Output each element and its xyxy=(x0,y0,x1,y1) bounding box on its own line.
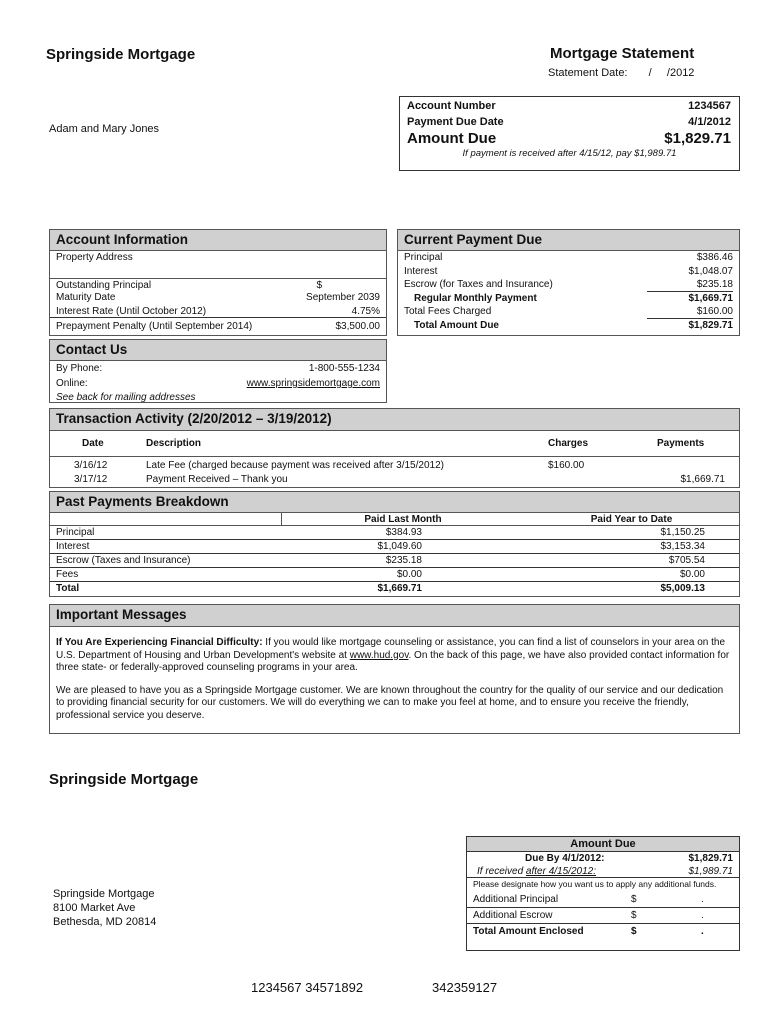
outstanding-principal-row xyxy=(50,278,386,292)
pp-last: $235.18 xyxy=(385,555,422,566)
col-ytd: Paid Year to Date xyxy=(590,514,673,525)
cd-fees-row xyxy=(398,305,739,319)
cd-total-label: Total Amount Due xyxy=(414,319,499,331)
statement-date-value: / /2012 xyxy=(648,67,695,79)
pp-label: Interest xyxy=(56,541,90,552)
coupon-due-label: Due By 4/1/2012: xyxy=(525,853,605,864)
phone-value: 1-800-555-1234 xyxy=(308,363,380,374)
penalty-row xyxy=(50,320,386,334)
add-escrow-input[interactable]: . xyxy=(701,909,704,921)
add-escrow-dollar: $ xyxy=(631,909,637,921)
transactions-panel xyxy=(49,408,740,488)
account-info-title: Account Information xyxy=(50,230,386,251)
total-enclosed-label: Total Amount Enclosed xyxy=(473,925,584,937)
coupon-late-label: after 4/15/2012: xyxy=(525,866,596,877)
cd-regular-label: Regular Monthly Payment xyxy=(414,292,537,304)
cd-regular-row xyxy=(398,292,739,306)
amount-due-label: Amount Due xyxy=(407,130,497,147)
cd-principal-row xyxy=(398,251,739,265)
penalty-label: Prepayment Penalty (Until September 2014) xyxy=(56,321,253,332)
coupon-late-value: $1,989.71 xyxy=(688,866,733,877)
company-name: Springside Mortgage xyxy=(46,46,196,63)
table-row xyxy=(50,540,739,554)
tx-date: 3/17/12 xyxy=(74,474,108,485)
online-row xyxy=(50,376,386,391)
online-label: Online: xyxy=(56,378,88,389)
messages-body xyxy=(50,627,739,722)
table-row xyxy=(50,459,739,473)
scan-line-code2: 342359127 xyxy=(432,980,498,995)
coupon-box xyxy=(466,836,740,951)
due-date-label: Payment Due Date xyxy=(407,116,504,128)
pp-label: Principal xyxy=(56,527,95,538)
outstanding-principal-value: $ xyxy=(316,279,322,291)
add-principal-row xyxy=(467,892,739,908)
website-link[interactable]: www.springsidemortgage.com xyxy=(246,378,380,389)
pp-last: $1,049.60 xyxy=(377,541,422,552)
cd-fees-value: $160.00 xyxy=(647,305,733,319)
tx-desc: Late Fee (charged because payment was received after 3/15/2012) xyxy=(146,460,444,471)
rate-value: 4.75% xyxy=(351,305,380,317)
contact-panel xyxy=(49,339,387,403)
property-address-row xyxy=(50,251,386,265)
past-payments-title: Past Payments Breakdown xyxy=(50,492,739,513)
past-header-blank xyxy=(50,513,282,525)
pp-total-last: $1,669.71 xyxy=(377,583,422,594)
pp-ytd: $0.00 xyxy=(679,569,705,580)
msg1-a: If you would like mortgage counseling or assistance, you can find a list of counselors in your area on the U.S. Department of Housing and Urban Development's website at xyxy=(56,637,726,661)
pp-ytd: $3,153.34 xyxy=(660,541,705,552)
borrower-name: Adam and Mary Jones xyxy=(49,123,160,135)
messages-panel xyxy=(49,604,740,734)
msg1-b: . On the back of this page, we have also provided contact information for three state- or federally-approved counseling programs in your area. xyxy=(56,649,730,673)
designate-note: Please designate how you want us to apply any additional funds. xyxy=(473,879,717,889)
current-due-title: Current Payment Due xyxy=(398,230,739,251)
col-desc: Description xyxy=(146,438,202,449)
add-principal-label: Additional Principal xyxy=(473,893,559,905)
summary-box xyxy=(399,96,740,171)
transactions-title: Transaction Activity (2/20/2012 – 3/19/2012) xyxy=(50,409,739,431)
message-financial-difficulty xyxy=(56,637,733,675)
cd-principal-value: $386.46 xyxy=(696,252,733,263)
tx-payments: $1,669.71 xyxy=(680,474,725,485)
total-enclosed-input[interactable]: . xyxy=(701,925,704,937)
property-address-blank xyxy=(50,265,386,278)
pp-last: $0.00 xyxy=(396,569,422,580)
cd-escrow-label: Escrow (for Taxes and Insurance) xyxy=(404,279,553,290)
past-payments-panel xyxy=(49,491,740,597)
cd-regular-value: $1,669.71 xyxy=(688,292,733,304)
tx-date: 3/16/12 xyxy=(74,460,108,471)
contact-title: Contact Us xyxy=(50,340,386,361)
account-info-panel xyxy=(49,229,387,336)
add-principal-dollar: $ xyxy=(631,893,637,905)
coupon-company: Springside Mortgage xyxy=(49,771,199,788)
penalty-value: $3,500.00 xyxy=(335,321,380,332)
cd-fees-label: Total Fees Charged xyxy=(404,306,492,317)
phone-label: By Phone: xyxy=(56,363,103,374)
coupon-due-value: $1,829.71 xyxy=(688,853,733,864)
col-charges: Charges xyxy=(548,438,589,449)
cd-principal-label: Principal xyxy=(404,252,443,263)
pp-ytd: $1,150.25 xyxy=(660,527,705,538)
tx-desc: Payment Received – Thank you xyxy=(146,474,288,485)
cd-total-value: $1,829.71 xyxy=(688,319,733,331)
add-principal-input[interactable]: . xyxy=(701,893,704,905)
table-row xyxy=(50,526,739,540)
address-line1: Springside Mortgage xyxy=(53,888,155,900)
col-date: Date xyxy=(82,438,104,449)
pp-last: $384.93 xyxy=(385,527,422,538)
statement-title: Mortgage Statement xyxy=(550,45,695,62)
msg1-bold: If You Are Experiencing Financial Difficulty: xyxy=(56,637,263,648)
amount-due: $1,829.71 xyxy=(664,130,731,147)
phone-row xyxy=(50,361,386,376)
col-payments: Payments xyxy=(657,438,705,449)
maturity-value: September 2039 xyxy=(306,292,380,303)
past-header xyxy=(50,513,739,526)
coupon-title: Amount Due xyxy=(467,837,739,852)
pp-ytd: $705.54 xyxy=(668,555,705,566)
add-escrow-row xyxy=(467,908,739,924)
transactions-header xyxy=(50,431,739,457)
cd-escrow-row xyxy=(398,278,739,292)
hud-link[interactable]: www.hud.gov xyxy=(349,649,409,661)
col-last-month: Paid Last Month xyxy=(364,514,442,525)
message-welcome: We are pleased to have you as a Springside Mortgage customer. We are known throughout the country for the quality of our service and our dedication to providing financial security for our customers. We will do everything we can to make you feel at home, and to ensure you receive the friendly, professional service you deserve. xyxy=(56,684,724,721)
tx-payments xyxy=(643,459,725,473)
mail-note-row xyxy=(50,391,386,404)
maturity-row xyxy=(50,291,386,305)
statement-date-label: Statement Date: xyxy=(548,67,628,79)
pp-total-label: Total xyxy=(56,583,80,594)
due-date: 4/1/2012 xyxy=(688,116,731,128)
late-note: If payment is received after 4/15/12, pay $1,989.71 xyxy=(462,148,677,159)
current-due-panel xyxy=(397,229,740,336)
statement-date xyxy=(548,67,694,79)
remit-address xyxy=(53,887,156,929)
total-enclosed-dollar: $ xyxy=(631,925,637,937)
pp-label: Escrow (Taxes and Insurance) xyxy=(56,555,191,566)
account-number-label: Account Number xyxy=(407,100,496,112)
coupon-late-prefix: If received xyxy=(477,866,526,877)
property-address-label: Property Address xyxy=(56,252,133,263)
account-number: 1234567 xyxy=(688,100,731,112)
past-total-row xyxy=(50,582,739,596)
outstanding-principal-label: Outstanding Principal xyxy=(56,279,152,291)
cd-interest-value: $1,048.07 xyxy=(688,265,733,277)
tx-charges xyxy=(548,473,643,487)
cd-interest-label: Interest xyxy=(404,265,438,277)
coupon-late-row xyxy=(467,865,739,878)
add-escrow-label: Additional Escrow xyxy=(473,909,553,921)
coupon-due-row xyxy=(467,852,739,865)
maturity-label: Maturity Date xyxy=(56,292,116,303)
total-enclosed-row xyxy=(467,924,739,939)
rate-label: Interest Rate (Until October 2012) xyxy=(56,305,207,317)
table-row xyxy=(50,473,739,487)
address-line2: 8100 Market Ave xyxy=(53,902,136,914)
pp-total-ytd: $5,009.13 xyxy=(660,583,705,594)
table-row xyxy=(50,554,739,568)
rate-row xyxy=(50,305,386,319)
mail-note: See back for mailing addresses xyxy=(56,392,196,403)
address-line3: Bethesda, MD 20814 xyxy=(53,916,157,928)
messages-title: Important Messages xyxy=(50,605,739,627)
pp-label: Fees xyxy=(56,569,79,580)
cd-total-row xyxy=(398,319,739,333)
scan-line-code1: 1234567 34571892 xyxy=(251,980,364,995)
cd-escrow-value: $235.18 xyxy=(647,278,733,292)
cd-interest-row xyxy=(398,265,739,279)
tx-charges: $160.00 xyxy=(548,460,585,471)
table-row xyxy=(50,568,739,582)
